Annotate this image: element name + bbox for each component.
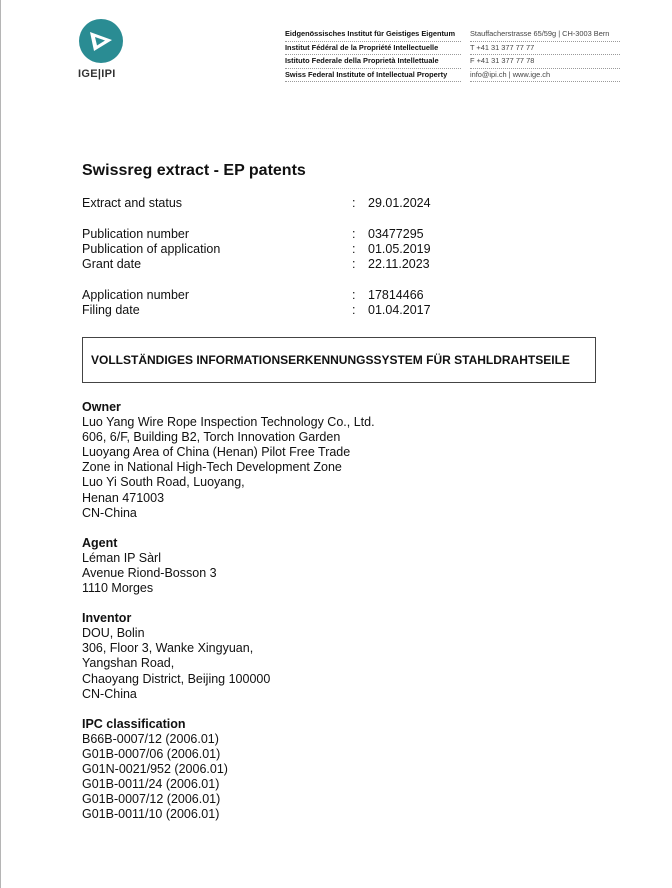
section-line: 306, Floor 3, Wanke Xingyuan, [82,641,254,656]
section-line: 606, 6/F, Building B2, Torch Innovation Garden [82,430,341,445]
section-line: Henan 471003 [82,490,165,505]
contact-line: info@ipi.ch | www.ige.ch [470,69,620,83]
field-label: Filing date [82,303,140,318]
field-colon: : [352,303,356,318]
institute-names [285,28,461,82]
section-line: CN-China [82,686,137,701]
field-value: 01.05.2019 [368,241,431,256]
section-heading: Inventor [82,611,132,626]
page-title: Swissreg extract - EP patents [82,162,306,179]
section-line: G01B-0007/12 (2006.01) [82,792,221,807]
section-line: Avenue Riond-Bosson 3 [82,565,217,580]
institute-name-line: Eidgenössisches Institut für Geistiges Eigentum [285,28,461,42]
contact-line: T +41 31 377 77 77 [470,42,620,56]
summary-row [82,227,602,242]
summary-row [82,288,602,303]
summary-row [82,196,602,211]
section-agent [82,536,602,596]
section-line: Luo Yang Wire Rope Inspection Technology Co., Ltd. [82,415,375,430]
contact-line: Stauffacherstrasse 65/59g | CH-3003 Bern [470,28,620,42]
section-line: G01B-0007/06 (2006.01) [82,746,221,761]
field-value: 01.04.2017 [368,303,431,318]
field-label: Application number [82,287,190,302]
section-line: DOU, Bolin [82,626,145,641]
section-line: G01B-0011/10 (2006.01) [82,807,220,822]
field-label: Publication number [82,226,190,241]
page-edge [0,0,1,888]
section-line: Zone in National High-Tech Development Zone [82,460,342,475]
section-line: B66B-0007/12 (2006.01) [82,731,219,746]
field-value: 03477295 [368,226,424,241]
section-line: 1110 Morges [82,581,154,596]
application-group [82,288,602,319]
detail-sections [82,400,602,837]
field-value: 22.11.2023 [368,257,430,272]
ige-ipi-logo [78,18,130,80]
field-colon: : [352,226,356,241]
field-colon: : [352,257,356,272]
section-line: G01B-0011/24 (2006.01) [82,777,220,792]
patent-title: VOLLSTÄNDIGES INFORMATIONSERKENNUNGSSYSTEM FÜR STAHLDRAHTSEILE [91,353,570,367]
field-colon: : [352,241,356,256]
section-line: Léman IP Sàrl [82,550,161,565]
section-line: Luoyang Area of China (Henan) Pilot Free Trade [82,445,351,460]
field-value: 17814466 [368,287,424,302]
institute-contact [470,28,620,82]
field-colon: : [352,287,356,302]
patent-title-box [82,337,596,383]
section-inventor [82,611,602,702]
section-owner [82,400,602,521]
field-label: Grant date [82,257,142,272]
field-colon: : [352,196,356,210]
section-ipc-classification [82,717,602,823]
section-heading: Owner [82,400,121,414]
publication-group [82,227,602,273]
logo-text: IGE|IPI [78,68,116,80]
field-value: 29.01.2024 [368,196,431,210]
logo-mark-icon [78,18,124,64]
institute-name-line: Istituto Federale della Proprietà Intellettuale [285,55,461,69]
section-line: G01N-0021/952 (2006.01) [82,761,228,776]
field-label: Extract and status [82,196,183,210]
section-line: CN-China [82,505,137,520]
section-line: Chaoyang District, Beijing 100000 [82,671,271,686]
section-heading: Agent [82,535,118,550]
institute-name-line: Swiss Federal Institute of Intellectual Property [285,69,461,83]
summary-rows [82,196,602,318]
summary-row [82,257,602,272]
summary-row [82,303,602,318]
status-group [82,196,602,211]
contact-line: F +41 31 377 77 78 [470,55,620,69]
section-line: Yangshan Road, [82,656,175,671]
institute-name-line: Institut Fédéral de la Propriété Intellectuelle [285,42,461,56]
section-line: Luo Yi South Road, Luoyang, [82,475,245,490]
field-label: Publication of application [82,241,221,256]
summary-row [82,242,602,257]
section-heading: IPC classification [82,716,186,731]
